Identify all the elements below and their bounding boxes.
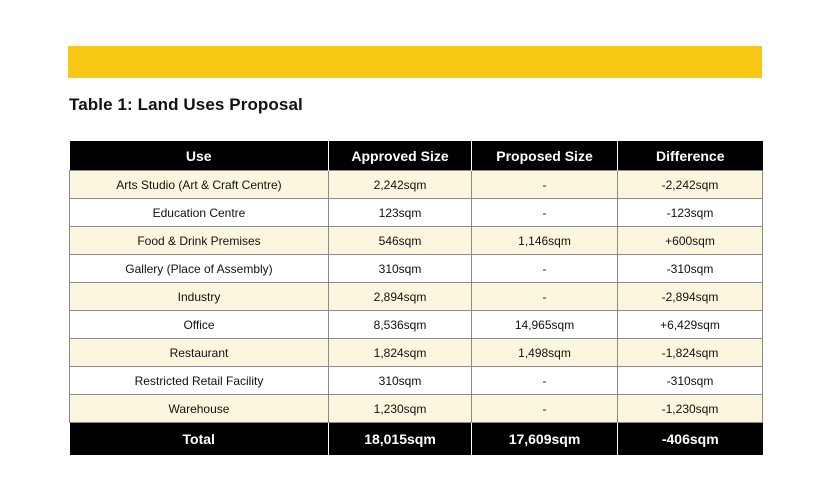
cell-approved-size: 2,242sqm [329,171,472,199]
table-row [70,339,763,367]
table-title: Table 1: Land Uses Proposal [69,95,303,114]
cell-approved-size: 1,824sqm [329,339,472,367]
cell-difference: +6,429sqm [618,311,763,339]
cell-use: Restricted Retail Facility [70,367,329,395]
cell-difference: -1,230sqm [618,395,763,423]
total-row [70,423,763,456]
cell-approved-size: 1,230sqm [329,395,472,423]
table-header-row [70,141,763,171]
table-row [70,227,763,255]
cell-use: Restaurant [70,339,329,367]
total-label: Total [70,423,329,456]
cell-approved-size: 123sqm [329,199,472,227]
table-row [70,199,763,227]
cell-difference: +600sqm [618,227,763,255]
cell-proposed-size: 1,498sqm [472,339,618,367]
table-row [70,367,763,395]
header-proposed-size: Proposed Size [472,141,618,171]
cell-use: Food & Drink Premises [70,227,329,255]
table-row [70,171,763,199]
total-difference: -406sqm [618,423,763,456]
cell-use: Gallery (Place of Assembly) [70,255,329,283]
cell-proposed-size: - [472,367,618,395]
cell-approved-size: 310sqm [329,255,472,283]
total-approved-size: 18,015sqm [329,423,472,456]
cell-proposed-size: - [472,395,618,423]
cell-use: Warehouse [70,395,329,423]
cell-use: Education Centre [70,199,329,227]
cell-proposed-size: - [472,199,618,227]
cell-difference: -310sqm [618,255,763,283]
cell-use: Office [70,311,329,339]
cell-proposed-size: - [472,171,618,199]
cell-use: Industry [70,283,329,311]
cell-difference: -2,242sqm [618,171,763,199]
header-difference: Difference [618,141,763,171]
table-row [70,311,763,339]
header-approved-size: Approved Size [329,141,472,171]
cell-approved-size: 8,536sqm [329,311,472,339]
table-row [70,255,763,283]
accent-bar [68,46,762,78]
table-row [70,283,763,311]
header-use: Use [70,141,329,171]
total-proposed-size: 17,609sqm [472,423,618,456]
cell-proposed-size: 14,965sqm [472,311,618,339]
cell-approved-size: 546sqm [329,227,472,255]
cell-use: Arts Studio (Art & Craft Centre) [70,171,329,199]
cell-proposed-size: 1,146sqm [472,227,618,255]
cell-difference: -1,824sqm [618,339,763,367]
cell-difference: -2,894sqm [618,283,763,311]
cell-difference: -310sqm [618,367,763,395]
cell-difference: -123sqm [618,199,763,227]
land-uses-table [69,141,763,455]
cell-proposed-size: - [472,255,618,283]
table-row [70,395,763,423]
cell-proposed-size: - [472,283,618,311]
cell-approved-size: 310sqm [329,367,472,395]
cell-approved-size: 2,894sqm [329,283,472,311]
